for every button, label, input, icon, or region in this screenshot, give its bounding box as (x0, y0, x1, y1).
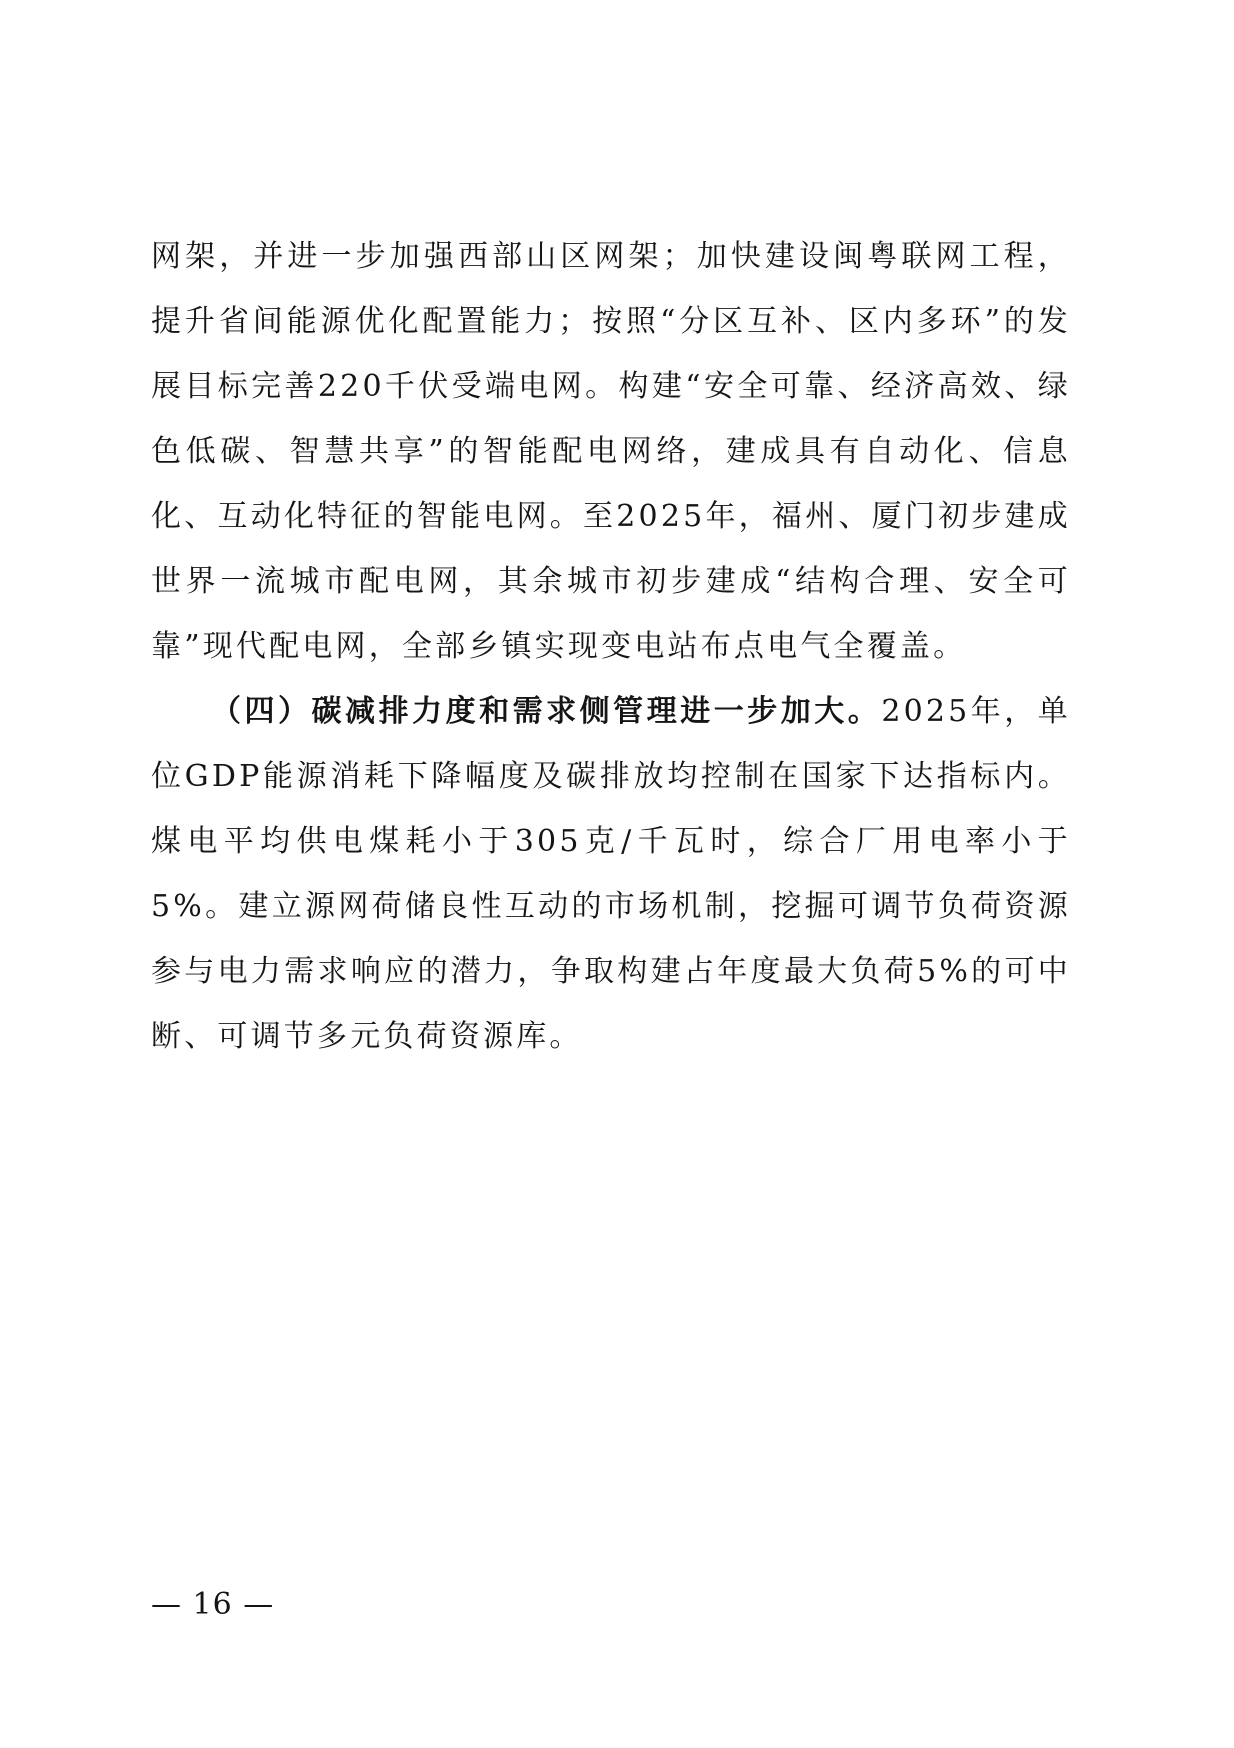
paragraph-text: 网架，并进一步加强西部山区网架；加快建设闽粤联网工程，提升省间能源优化配置能力；按照“分区互补、区内多环”的发展目标完善220千伏受端电网。构建“安全可靠、经济高效、绿色低碳、智慧共享”的智能配电网络，建成具有自动化、信息化、互动化特征的智能电网。至2025年，福州、厦门初步建成世界一流城市配电网，其余城市初步建成“结构合理、安全可靠”现代配电网，全部乡镇实现变电站布点电气全覆盖。 (151, 239, 1071, 664)
document-body (151, 224, 1071, 1069)
page-number: — 16 — (151, 1587, 275, 1622)
paragraph-text: 2025年，单位GDP能源消耗下降幅度及碳排放均控制在国家下达指标内。煤电平均供电煤耗小于305克/千瓦时，综合厂用电率小于5%。建立源网荷储良性互动的市场机制，挖掘可调节负荷资源参与电力需求响应的潜力，争取构建占年度最大负荷5%的可中断、可调节多元负荷资源库。 (151, 694, 1072, 1054)
paragraph-carbon-reduction (151, 679, 1071, 1069)
paragraph-power-grid (151, 224, 1071, 679)
section-heading: （四）碳减排力度和需求侧管理进一步加大。 (211, 694, 882, 729)
